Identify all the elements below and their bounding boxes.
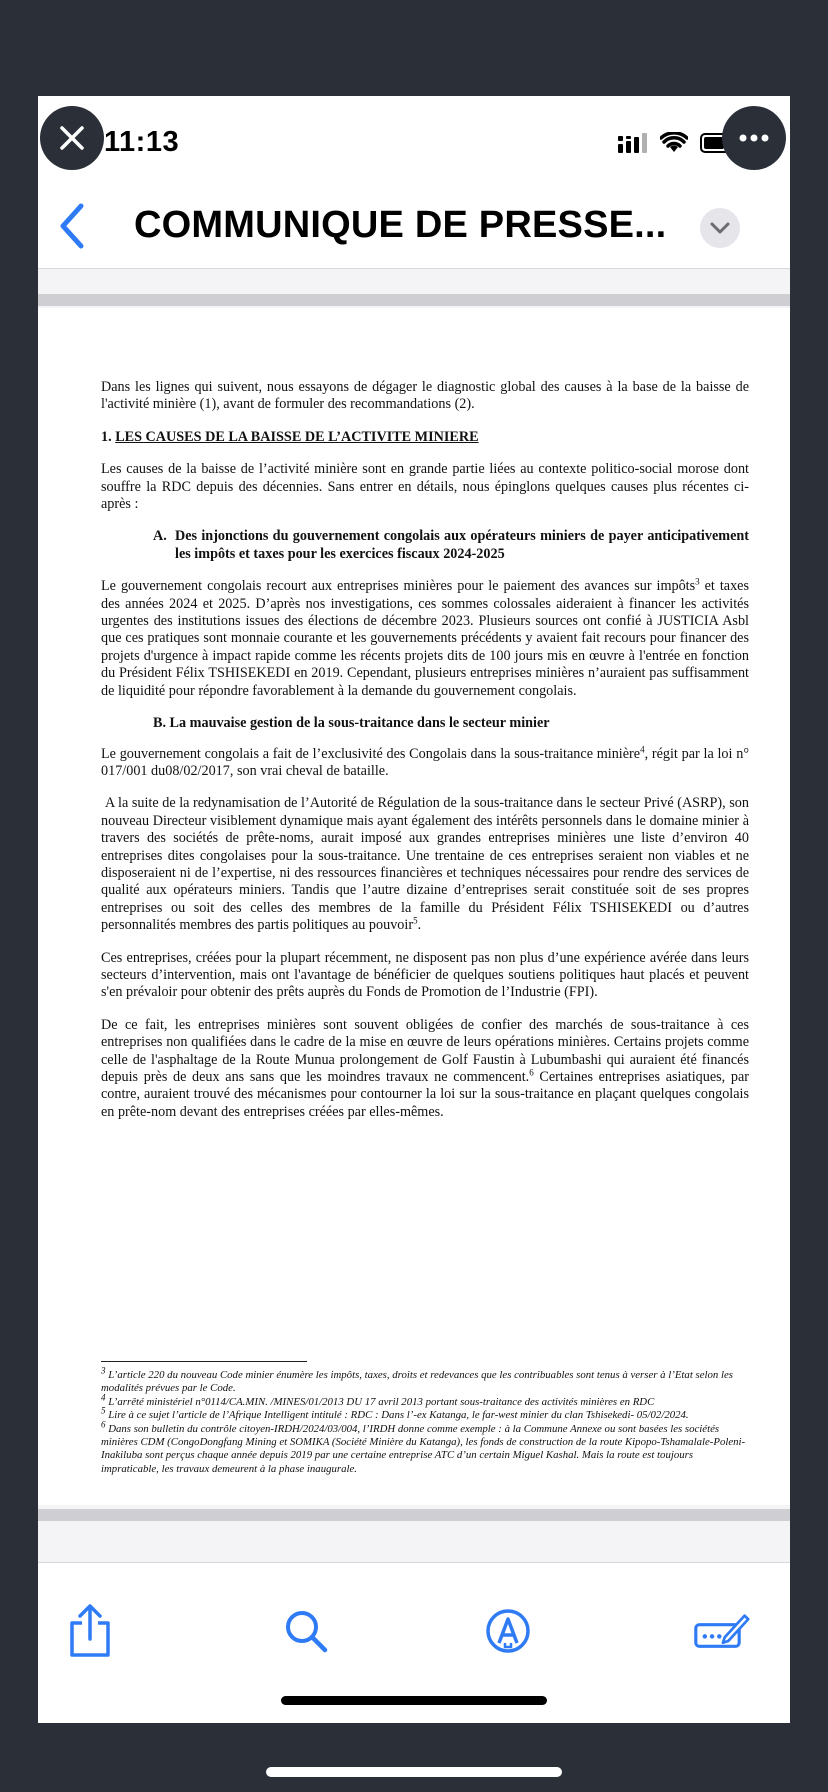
system-home-indicator[interactable] bbox=[266, 1767, 562, 1777]
ellipsis-icon bbox=[739, 134, 769, 142]
paragraph-b2 bbox=[101, 795, 749, 934]
footnote-number: 5 bbox=[101, 1405, 106, 1416]
section-number: 1. bbox=[101, 428, 112, 445]
document-viewer bbox=[38, 96, 790, 1723]
intro-paragraph: Dans les lignes qui suivent, nous essayons de dégager le diagnostic global des causes à la base de la baisse de l'activité minière (1), avant de formuler des recommandations (2). bbox=[101, 379, 749, 413]
paragraph-b4 bbox=[101, 1017, 749, 1121]
markup-button[interactable] bbox=[480, 1603, 536, 1659]
status-bar bbox=[38, 96, 790, 186]
document-title: COMMUNIQUE DE PRESSE... bbox=[134, 204, 667, 246]
subsection-a-letter: A. bbox=[153, 528, 167, 545]
paragraph-b1-text-cont: , régit par la loi n° 017/001 du08/02/2017, son vrai cheval de bataille. bbox=[101, 745, 749, 779]
cellular-signal-icon bbox=[618, 133, 648, 153]
more-options-button[interactable] bbox=[722, 106, 786, 170]
close-icon bbox=[58, 124, 86, 152]
bottom-toolbar bbox=[38, 1562, 790, 1723]
footnote-ref-4[interactable]: 4 bbox=[640, 743, 645, 754]
footnotes bbox=[101, 1365, 749, 1476]
paragraph-b1-text: Le gouvernement congolais a fait de l’exclusivité des Congolais dans la sous-traitance minière bbox=[101, 745, 641, 762]
home-indicator[interactable] bbox=[281, 1696, 547, 1705]
wifi-icon bbox=[660, 132, 688, 154]
subsection-a-heading bbox=[153, 528, 749, 563]
footnote-ref-6[interactable]: 6 bbox=[529, 1067, 534, 1078]
footnote-number: 6 bbox=[101, 1419, 106, 1430]
footnote-divider bbox=[101, 1361, 307, 1362]
footnote-number: 4 bbox=[101, 1392, 106, 1403]
footnote-text: L’article 220 du nouveau Code minier énumère les impôts, taxes, droits et redevances que les contribuables sont tenus à verser à l’Etat selon les modalités prévues par le Code. bbox=[101, 1369, 734, 1395]
signature-icon bbox=[694, 1610, 750, 1652]
footnote-text: Dans son bulletin du contrôle citoyen-IRDH/2024/03/004, l’IRDH donne comme exemple : à la Commune Annexe ou sont basées les sociétés minières CDM (CongoDongfang Mining et SOMIKA (Société Minière du Katanga), les fonds de construction de la route Kipopo-Tshamalale-Poleni-Inakiluba sont perçus chaque année depuis 2019 par une certaine entreprise ATC d’un certain Miguel Kashal. Mais la route est toujours impraticable, les travaux demeurent à la phase inaugurale. bbox=[101, 1422, 746, 1475]
search-icon bbox=[283, 1608, 329, 1654]
status-time: 11:13 bbox=[104, 126, 180, 158]
paragraph-b3: Ces entreprises, créées pour la plupart récemment, ne disposent pas non plus d’une expérience avérée dans leurs secteurs d’intervention, mais ont l'avantage de bénéficier de quelques soutiens politiques haut placés et peuvent s'en prévaloir pour obtenir des prêts auprès du Fonds de Promotion de l’Industrie (FPI). bbox=[101, 949, 749, 1001]
section-title: LES CAUSES DE LA BAISSE DE L’ACTIVITE MINIERE bbox=[115, 428, 479, 445]
page-separator-top bbox=[38, 294, 790, 306]
signature-button[interactable] bbox=[694, 1603, 750, 1659]
chevron-down-icon bbox=[710, 222, 730, 234]
footnote-4 bbox=[101, 1392, 749, 1409]
footnote-ref-3[interactable]: 3 bbox=[695, 576, 700, 587]
document-page bbox=[38, 308, 790, 1505]
paragraph-a bbox=[101, 578, 749, 700]
search-button[interactable] bbox=[278, 1603, 334, 1659]
footnote-ref-5[interactable]: 5 bbox=[413, 915, 418, 926]
markup-icon bbox=[484, 1607, 532, 1655]
footnote-3 bbox=[101, 1365, 749, 1396]
chevron-left-icon bbox=[58, 203, 86, 249]
subsection-a-title: Des injonctions du gouvernement congolais aux opérateurs miniers de payer anticipativement les impôts et taxes pour les exercices fiscaux 2024-2025 bbox=[175, 528, 749, 562]
paragraph-b2-text-cont: . bbox=[417, 917, 422, 934]
share-icon bbox=[66, 1603, 114, 1659]
footnote-text: L’arrêté ministériel n°0114/CA.MIN. /MINES/01/2013 DU 17 avril 2013 portant sous-traitance des activités minières en RDC bbox=[105, 1395, 655, 1408]
document-body bbox=[101, 379, 749, 1136]
section-heading bbox=[101, 429, 749, 446]
share-button[interactable] bbox=[62, 1603, 118, 1659]
paragraph-b4-text-cont: Certaines entreprises asiatiques, par contre, auraient trouvé des mécanismes pour contourner la loi sur la sous-traitance en plaçant quelques congolais en prête-nom devant des entreprises créées par elles-mêmes. bbox=[101, 1069, 749, 1120]
paragraph-a-text: Le gouvernement congolais recourt aux entreprises minières pour le paiement des avances sur impôts bbox=[101, 578, 696, 595]
subsection-b-heading: B. La mauvaise gestion de la sous-traitance dans le secteur minier bbox=[153, 715, 550, 732]
paragraph-b1 bbox=[101, 743, 749, 781]
footnote-number: 3 bbox=[101, 1365, 106, 1376]
footnote-text: Lire à ce sujet l’article de l’Afrique Intelligent intitulé : RDC : Dans l’-ex Katanga, le far-west minier du clan Tshisekedi- 05/02/2024. bbox=[105, 1409, 689, 1422]
section-intro-paragraph: Les causes de la baisse de l’activité minière sont en grande partie liées au contexte politico-social morose dont souffre la RDC depuis des décennies. Sans entrer en détails, nous épinglons quelques causes plus récentes ci-après : bbox=[101, 461, 749, 513]
back-button[interactable] bbox=[52, 196, 92, 256]
navigation-bar bbox=[38, 186, 790, 269]
paragraph-a-text-cont: et taxes des années 2024 et 2025. D’après nos investigations, ces sommes colossales aideraient à financer les activités urgentes des institutions issues des élections de décembre 2023. Plusieurs sources ont confié à JUSTICIA Asbl que ces pratiques sont monnaie courante et les gouvernements précédents y avaient fait recours pour financer des projets d'urgence à impact rapide comme les récents projets dits de 100 jours mis en œuvre à l'entrée en fonction du Président Félix TSHISEKEDI en 2019. Cependant, plusieurs entreprises minières n’auraient pas suffisamment de liquidité pour répondre favorablement à la demande du gouvernement congolais. bbox=[101, 578, 749, 699]
close-button[interactable] bbox=[40, 106, 104, 170]
footnote-6 bbox=[101, 1419, 749, 1477]
paragraph-b2-text: A la suite de la redynamisation de l’Autorité de Régulation de la sous-traitance dans le secteur Privé (ASRP), son nouveau Directeur visiblement dynamique mais ayant également des intérêts personnels dans le domaine minier à travers des sociétés de prête-noms, aurait imposé aux grandes entreprises minières une liste d’environ 40 entreprises dites congolaises pour la sous-traitance. Une trentaine de ces entreprises seraient non viables et ne disposeraient ni de l’expertise, ni des ressources financières et techniques nécessaires pour rendre des services de qualité aux opérateurs miniers. Tandis que l’autre dizaine d’entreprises serait constituée soit de ses propres entreprises ou soit des celles des membres de la famille du Président Félix TSHISEKEDI ou d’autres personnalités membres des partis politiques au pouvoir bbox=[101, 795, 749, 934]
title-menu-button[interactable] bbox=[700, 208, 740, 248]
page-separator-bottom bbox=[38, 1509, 790, 1521]
paragraph-b4-text: De ce fait, les entreprises minières sont souvent obligées de confier des marchés de sous-traitance à ces entreprises non qualifiées dans le cadre de la mise en œuvre de leurs opérations minières. Certains projets comme celle de l'asphaltage de la Route Munua prolongement de Golf Faustin à Lubumbashi qui auraient été financés depuis près de deux ans sans que les moindres travaux ne commencent. bbox=[101, 1016, 749, 1085]
footnote-5 bbox=[101, 1405, 749, 1422]
